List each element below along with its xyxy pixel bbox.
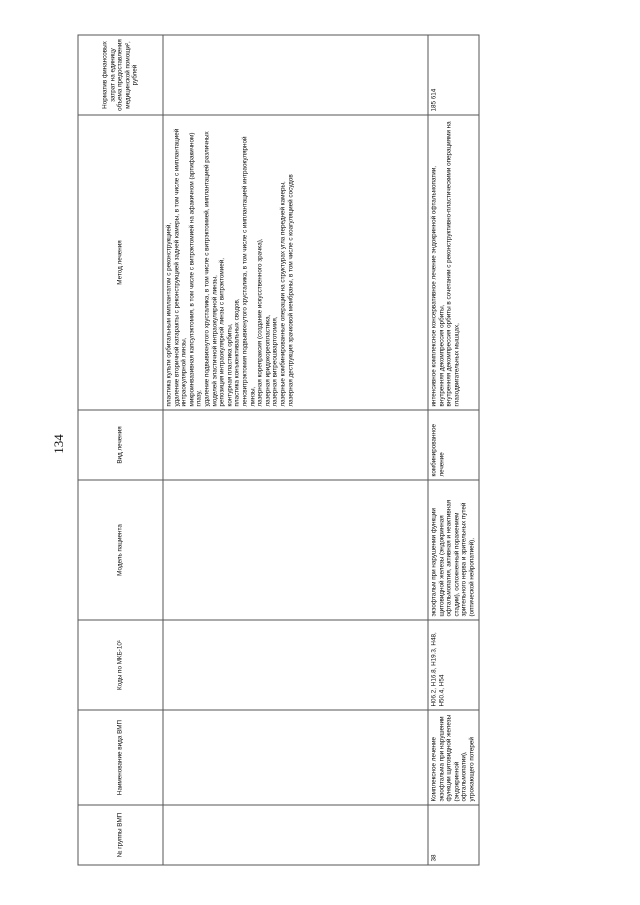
method-line: интенсивное комплексное консервативное лечение эндокринной офтальмопатии, <box>430 165 437 406</box>
table-cell <box>163 620 428 710</box>
icd-codes: H06.2, H16.8, H19.3, H48, H50.4, H54 <box>428 620 479 710</box>
table-cell <box>163 480 428 620</box>
vmp-table <box>77 34 479 865</box>
column-header: Модель пациента <box>78 480 163 620</box>
column-header: Наименование вида ВМП <box>78 710 163 805</box>
method-line: удаление вторичной катаракты с реконструкцией задней камеры, в том числе с имплантацией интраокулярной линзы, <box>172 128 188 406</box>
column-header: Вид лечения <box>78 410 163 480</box>
method-line: ленсвитрэктомия подвывихнутого хрусталика, в том числе с имплантацией интраокулярной линзы, <box>240 136 256 406</box>
table-cell <box>163 805 428 865</box>
method-line: микроинвазивная капсулэктомия, в том числе с витрэктомией на афакичном (артифакичном) глазу, <box>187 132 203 406</box>
method-line: лазерные комбинированные операции на структурах угла передней камеры, <box>278 180 286 406</box>
table-cell <box>163 410 428 480</box>
method-line: лазерная корепраксия (создание искусственного зрачка), <box>256 237 264 406</box>
method-line: лазерная деструкция зрачковой мембраны, в том числе с коагуляцией сосудов <box>286 173 294 406</box>
method-line: пластика конъюнктивальных сводов, <box>233 297 241 406</box>
table-row <box>428 35 479 865</box>
rotated-page <box>77 35 475 865</box>
method-line: лазерная витреошвартотомия, <box>271 315 279 406</box>
group-number: 38 <box>428 805 479 865</box>
column-header: Коды по МКБ-10¹ <box>78 620 163 710</box>
column-header: Норматив финансовых затрат на единицу объема предоставления медицинской помощи², рублей <box>78 35 163 115</box>
method-line: репозиция интраокулярной линзы с витрэктомией, <box>218 257 226 406</box>
method-line: внутренняя декомпрессия орбиты, <box>437 304 445 406</box>
table-cell <box>163 710 428 805</box>
method-line: лазерная иридокореопластика, <box>263 314 271 406</box>
method-line: пластика культи орбитальным имплантатом с реконструкцией, <box>165 222 172 406</box>
method-line: контурная пластика орбиты, <box>225 322 233 406</box>
table-header-row <box>78 35 163 865</box>
treatment-type: комбинированное лечение <box>428 410 479 480</box>
table-row <box>163 35 428 865</box>
method-cell <box>163 115 428 410</box>
method-line: внутренняя декомпрессия орбиты в сочетании с реконструктивно-пластическими операциями на глазодвигательных мышцах, <box>445 120 460 406</box>
column-header: № группы ВМП <box>78 805 163 865</box>
method-line: удаление подвывихнутого хрусталика, в том числе с витрэктомией, имплантацией различных моделей эластичной интраокулярной линзы, <box>202 130 218 406</box>
method-cell <box>428 115 479 410</box>
table-cell <box>163 35 428 115</box>
vmp-name: Комплексное лечение экзофтальма при нарушении функции щитовидной железы (эндокринной офтальмопатии), угрожающего потерей <box>428 710 479 805</box>
page-number: 134 <box>51 434 66 454</box>
patient-model: экзофтальм при нарушении функции щитовидной железы (эндокринная офтальмопатия, активная и неактивная стадии), осложненный поражением зрительного нерва и зрительных путей (оптической нейропатией), <box>428 480 479 620</box>
column-header: Метод лечения <box>78 115 163 410</box>
cost-value: 185 614 <box>428 35 479 115</box>
